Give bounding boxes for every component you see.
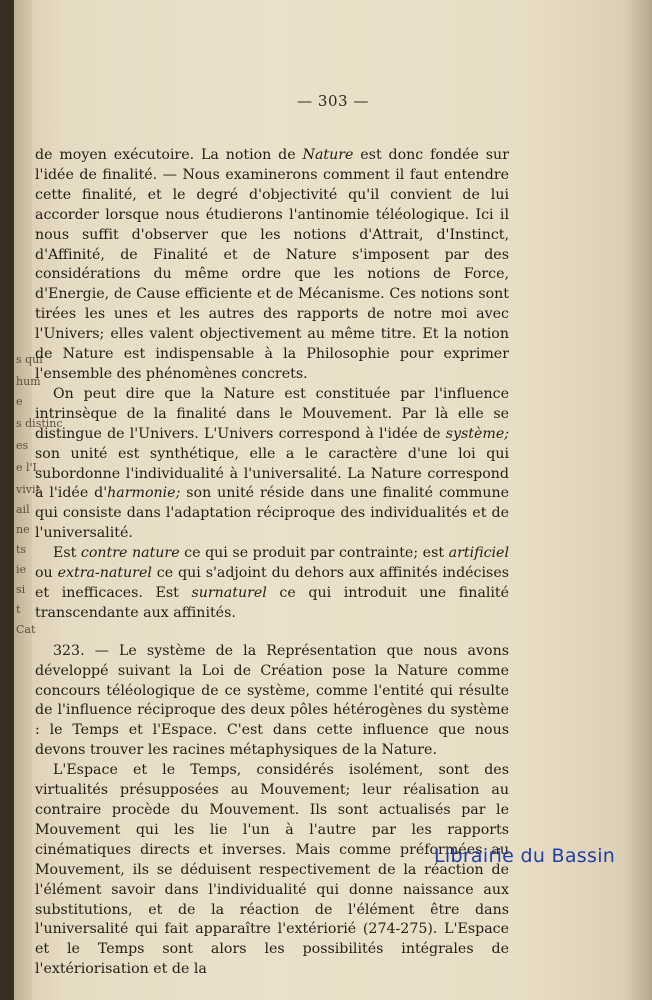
page-number: — 303 — <box>297 92 369 110</box>
edge-fragment: Cat <box>16 623 36 636</box>
text-run: ce qui s'adjoint du dehors aux affinités indécises et inefficaces. Est <box>35 565 509 601</box>
italic-term: système; <box>445 425 509 442</box>
text-run: de moyen exécutoire. La notion de <box>35 147 303 163</box>
edge-fragment: ail <box>16 503 30 516</box>
edge-fragment: hum <box>16 375 41 388</box>
paragraph-p3 <box>35 544 509 624</box>
paragraph-p5 <box>35 761 509 980</box>
text-run: Est <box>53 545 81 562</box>
paragraph-p4 <box>35 642 509 761</box>
italic-term: harmonie; <box>107 485 181 502</box>
text-run: L'Espace et le Temps, considérés isolément, sont des virtualités présupposées au Mouvement; leur réalisation au contraire procède du Mouvement. Ils sont actualisés par le Mouvement qui les lie l'un à l'autre par les rapports cinématiques directs et inverses. Mais comme préformées au Mouvement, ils se déduisent respectivement de la réaction de l'élément savoir dans l'individualité qui donne naissance aux substitutions, et de la réaction de l'élément être dans l'universalité qui fait apparaître l'extériorié (274-275). L'Espace et le Temps sont alors les possibilités intégrales de l'extériorisation et de la <box>35 762 509 978</box>
italic-term: Nature <box>302 147 354 163</box>
edge-fragment: vivit <box>16 483 40 496</box>
edge-fragment: e l'I <box>16 461 37 474</box>
paragraph-p1 <box>35 146 509 385</box>
edge-fragment: ts <box>16 543 27 556</box>
edge-fragment: e <box>16 395 23 408</box>
text-run: ce qui introduit une finalité transcendante aux affinités. <box>35 584 509 621</box>
page-shadow <box>624 0 652 1000</box>
text-run: On peut dire que la Nature est constituée par l'influence intrinsèque de la finalité dans le Mouvement. Par là elle se distingue de l'Univers. L'Univers correspond à l'idée de <box>35 385 509 442</box>
italic-term: surnaturel <box>191 584 267 601</box>
edge-fragment: t <box>16 603 21 616</box>
text-run: est donc fondée sur l'idée de finalité. — Nous examinerons comment il faut entendre cette finalité, et le degré d'objectivité qu'il convient de lui accorder lorsque nous étudierons l'antinomie téléologique. Ici il nous suffit d'observer que les notions d'Attrait, d'Instinct, d'Affinité, de Finalité et de Nature s'imposent par des considérations du même ordre que les notions de Force, d'Energie, de Cause efficiente et de Mécanisme. Ces notions sont tirées les unes et les autres des rapports de notre moi avec l'Univers; elles valent objectivement au même titre. Et la notion de Nature est indispensable à la Philosophie pour exprimer l'ensemble des phénomènes concrets. <box>35 147 509 382</box>
edge-fragment: ne <box>16 523 30 536</box>
text-run: son unité réside dans une finalité commune qui consiste dans l'adaptation réciproque des individualités et de l'universalité. <box>35 485 510 542</box>
book-page <box>14 0 652 1000</box>
edge-fragment: es <box>16 439 29 452</box>
italic-term: extra-naturel <box>57 565 152 582</box>
edge-fragment: si <box>16 583 26 596</box>
italic-term: artificiel <box>448 545 509 562</box>
edge-fragment: s distinc <box>16 417 63 430</box>
text-run: 323. — Le système de la Représentation que nous avons développé suivant la Loi de Création pose la Nature comme concours téléologique de ce système, comme l'entité qui résulte de l'influence réciproque des deux pôles hétérogènes du système : le Temps et l'Espace. C'est dans cette influence que nous devons trouver les racines métaphysiques de la Nature. <box>35 642 509 759</box>
text-run: son unité est synthétique, elle a le caractère d'une loi qui subordonne l'individualité à l'universalité. La Nature correspond à l'idée d' <box>35 445 509 502</box>
italic-term: contre nature <box>80 545 180 562</box>
edge-fragment: s qui <box>16 353 43 366</box>
paragraph-p2 <box>35 385 509 544</box>
text-run: ce qui se produit par contrainte; est <box>179 545 449 562</box>
watermark: Librairie du Bassin <box>434 845 616 867</box>
edge-fragment: ie <box>16 563 27 576</box>
text-run: ou <box>35 565 58 582</box>
